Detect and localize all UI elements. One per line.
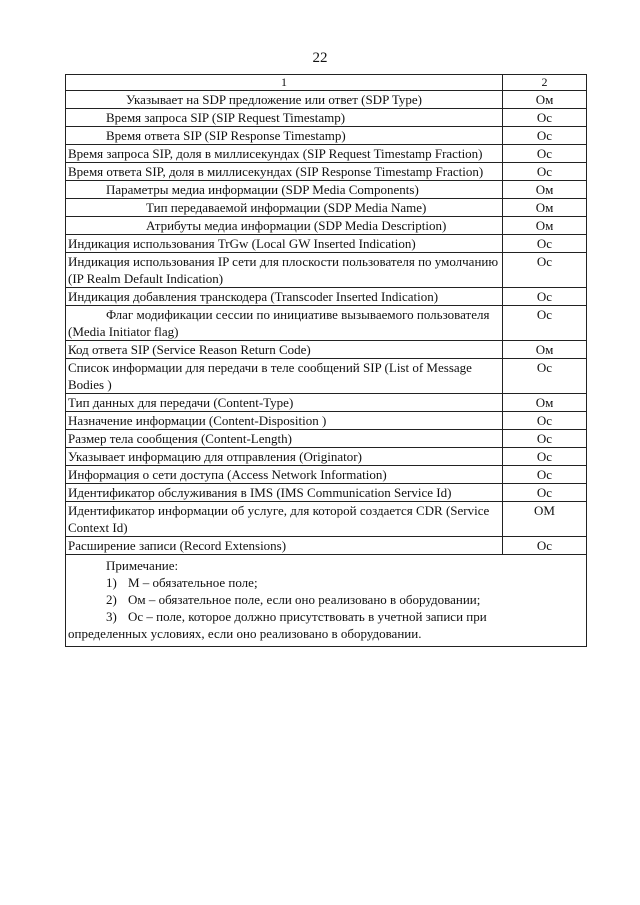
field-name-cell: [66, 359, 503, 394]
table-row: [66, 484, 587, 502]
field-name-cell: [66, 484, 503, 502]
table-row: [66, 502, 587, 537]
note-item-number: 3): [106, 609, 117, 624]
table-row: [66, 288, 587, 306]
field-status-cell: [503, 412, 587, 430]
field-status: Oc: [536, 236, 553, 251]
field-name: Код ответа SIP (Service Reason Return Code): [68, 342, 311, 357]
column-header-2: 2: [503, 75, 587, 91]
table-row: [66, 394, 587, 412]
field-name-cell: [66, 341, 503, 359]
field-name-cell: [66, 537, 503, 555]
field-name: Атрибуты медиа информации (SDP Media Description): [146, 218, 447, 233]
field-name-cell: [66, 163, 503, 181]
table-row: [66, 91, 587, 109]
field-name-cell: [66, 253, 503, 288]
page-number: 22: [312, 50, 328, 66]
field-status-cell: [503, 235, 587, 253]
field-status-cell: [503, 253, 587, 288]
field-name: Индикация добавления транскодера (Transcoder Inserted Indication): [68, 289, 439, 304]
note-item-text: Ос – поле, которое должно присутствовать в учетной записи при: [128, 609, 487, 624]
table-row: [66, 537, 587, 555]
note-item-text: М – обязательное поле;: [128, 575, 258, 590]
field-status: Ос: [536, 146, 553, 161]
table-header-row: [66, 75, 587, 91]
field-name: Информация о сети доступа (Access Network Information): [68, 467, 387, 482]
field-status-cell: [503, 466, 587, 484]
fields-table: [65, 74, 587, 647]
field-status-cell: [503, 127, 587, 145]
field-status: Ос: [536, 413, 553, 428]
field-status: Ом: [535, 218, 554, 233]
field-name-cell: [66, 181, 503, 199]
field-name-cell: [66, 430, 503, 448]
field-name-cell: [66, 466, 503, 484]
table-row: [66, 466, 587, 484]
field-name-cell: [66, 199, 503, 217]
field-status: Oc: [536, 254, 553, 269]
field-name-cell: [66, 448, 503, 466]
field-status: Ос: [536, 360, 553, 375]
field-name-cell: [66, 127, 503, 145]
field-name-cell: [66, 91, 503, 109]
field-name-cell: [66, 109, 503, 127]
field-status-cell: [503, 306, 587, 341]
field-name-cell: [66, 412, 503, 430]
note-title: Примечание:: [106, 558, 179, 573]
field-name-cell: [66, 145, 503, 163]
field-status: Ос: [536, 307, 553, 322]
table-row: [66, 306, 587, 341]
note-row: [66, 555, 587, 647]
field-name-cell: [66, 502, 503, 537]
column-header-1: 1: [66, 75, 503, 91]
field-name: Указывает информацию для отправления (Originator): [68, 449, 362, 464]
table-row: [66, 412, 587, 430]
field-name: Время запроса SIP (SIP Request Timestamp): [106, 110, 346, 125]
field-status: Ом: [535, 200, 554, 215]
table-row: [66, 199, 587, 217]
field-name: Индикация использования IP сети для плоскости пользователя по умолчанию (IP Realm Default Indication): [68, 254, 499, 286]
table-row: [66, 127, 587, 145]
note-item-number: 2): [106, 592, 117, 607]
field-status-cell: [503, 394, 587, 412]
field-name: Расширение записи (Record Extensions): [68, 538, 287, 553]
field-name: Индикация использования TrGw (Local GW Inserted Indication): [68, 236, 416, 251]
table-row: [66, 145, 587, 163]
field-name: Размер тела сообщения (Content-Length): [68, 431, 292, 446]
table-row: [66, 341, 587, 359]
field-status: Ом: [535, 92, 554, 107]
table-row: [66, 253, 587, 288]
field-status: Ос: [536, 485, 553, 500]
field-status: Ом: [535, 395, 554, 410]
field-name-cell: [66, 235, 503, 253]
note-item: [68, 608, 584, 625]
field-name: Указывает на SDP предложение или ответ (SDP Type): [126, 92, 422, 107]
note-item-number: 1): [106, 575, 117, 590]
table-row: [66, 235, 587, 253]
field-status-cell: [503, 217, 587, 235]
field-status: Ос: [536, 110, 553, 125]
table-row: [66, 181, 587, 199]
field-name-cell: [66, 394, 503, 412]
field-status-cell: [503, 430, 587, 448]
field-name: Тип передаваемой информации (SDP Media Name): [146, 200, 427, 215]
table-row: [66, 430, 587, 448]
table-row: [66, 217, 587, 235]
field-status-cell: [503, 502, 587, 537]
note-item: [68, 574, 584, 591]
field-status-cell: [503, 484, 587, 502]
field-status: Oc: [536, 289, 553, 304]
field-status-cell: [503, 163, 587, 181]
field-name: Флаг модификации сессии по инициативе вызываемого пользователя (Media Initiator flag): [68, 307, 490, 339]
field-status-cell: [503, 91, 587, 109]
field-name: Идентификатор обслуживания в IMS (IMS Communication Service Id): [68, 485, 452, 500]
field-name-cell: [66, 288, 503, 306]
field-status-cell: [503, 448, 587, 466]
field-name: Тип данных для передачи (Content-Type): [68, 395, 294, 410]
note-item: [68, 591, 584, 608]
field-name: Назначение информации (Content-Disposition ): [68, 413, 327, 428]
field-name: Список информации для передачи в теле сообщений SIP (List of Message Bodies ): [68, 360, 472, 392]
field-name: Время запроса SIP, доля в миллисекундах (SIP Request Timestamp Fraction): [68, 146, 483, 161]
table-row: [66, 448, 587, 466]
note-item-text: Ом – обязательное поле, если оно реализовано в оборудовании;: [128, 592, 481, 607]
field-status-cell: [503, 288, 587, 306]
field-status-cell: [503, 109, 587, 127]
field-name-cell: [66, 306, 503, 341]
field-status-cell: [503, 341, 587, 359]
note-cell: [66, 555, 587, 647]
table-row: [66, 359, 587, 394]
field-status: OM: [534, 503, 555, 518]
field-name: Время ответа SIP, доля в миллисекундах (SIP Response Timestamp Fraction): [68, 164, 484, 179]
field-status-cell: [503, 145, 587, 163]
field-status: Ом: [535, 182, 554, 197]
field-status: Ом: [535, 342, 554, 357]
field-status: Ос: [536, 128, 553, 143]
table-row: [66, 163, 587, 181]
field-status: Oc: [536, 538, 553, 553]
field-status-cell: [503, 359, 587, 394]
field-status-cell: [503, 181, 587, 199]
field-name: Идентификатор информации об услуге, для которой создается CDR (Service Context Id): [68, 503, 490, 535]
field-name-cell: [66, 217, 503, 235]
field-status: Ос: [536, 449, 553, 464]
note-continuation: определенных условиях, если оно реализовано в оборудовании.: [68, 626, 422, 641]
field-name: Параметры медиа информации (SDP Media Components): [106, 182, 419, 197]
table-row: [66, 109, 587, 127]
field-status: Oc: [536, 467, 553, 482]
field-name: Время ответа SIP (SIP Response Timestamp): [106, 128, 346, 143]
field-status-cell: [503, 199, 587, 217]
field-status: Ос: [536, 164, 553, 179]
field-status-cell: [503, 537, 587, 555]
field-status: Ос: [536, 431, 553, 446]
